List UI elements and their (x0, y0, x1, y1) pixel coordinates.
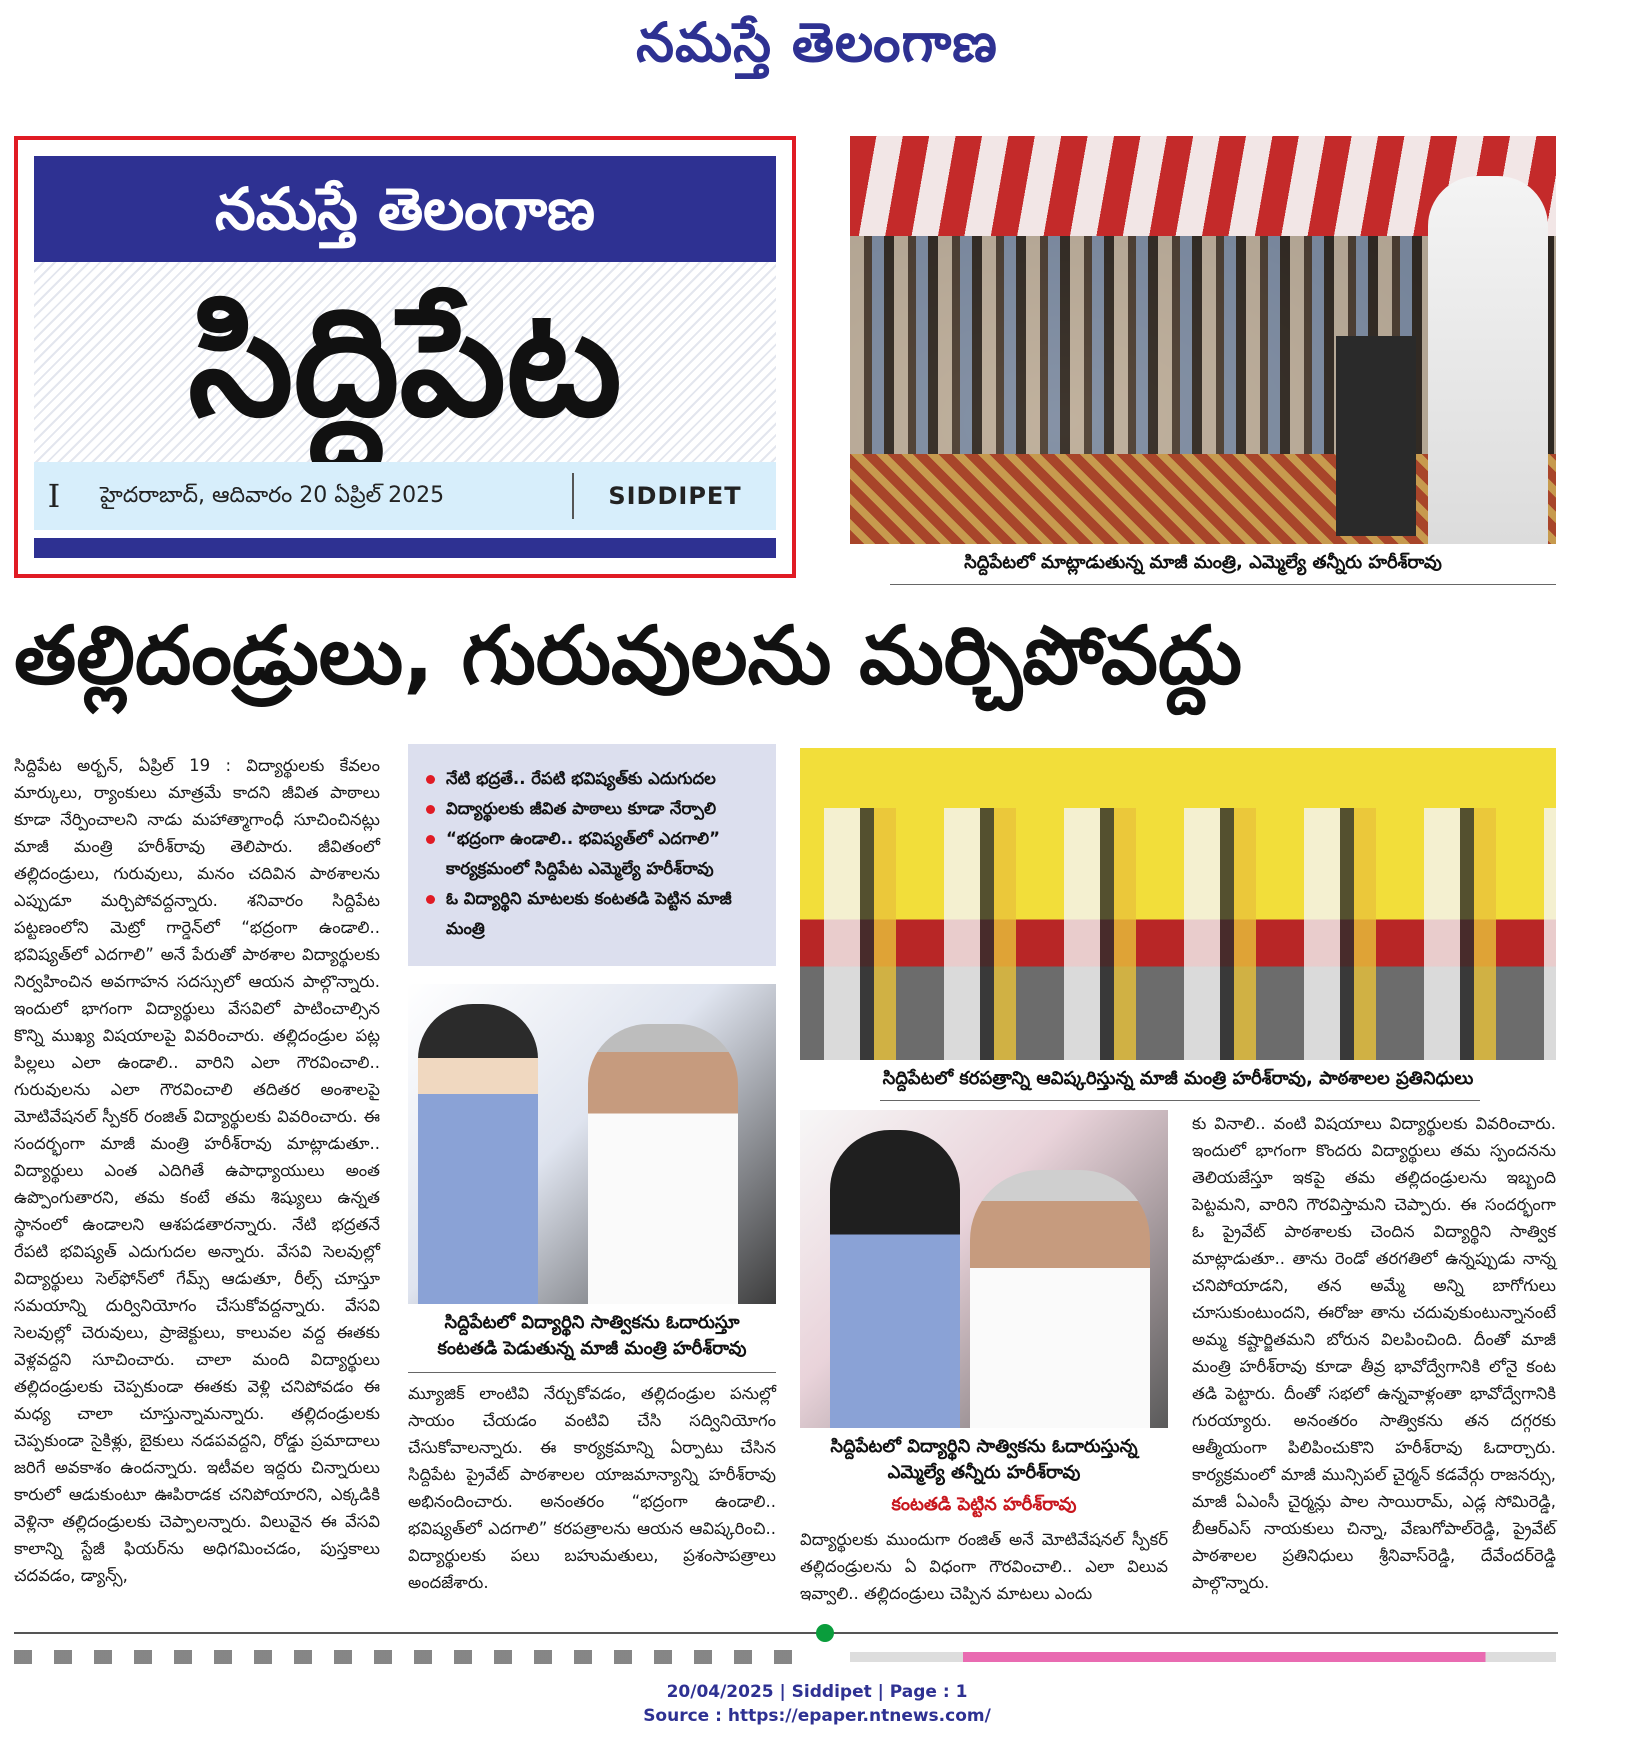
next-story-photo-strip (850, 1652, 1556, 1662)
photo-pamphlet-launch (800, 748, 1556, 1060)
next-story-headline-strip (14, 1650, 814, 1664)
highlight-item: “భద్రంగా ఉండాలి.. భవిష్యత్‌లో ఎదగాలి” కార్యక్రమంలో సిద్దిపేట ఎమ్మెల్యే హరీశ్‌రావు (424, 824, 760, 884)
highlights-box (408, 744, 776, 966)
edition-section-number: I (47, 477, 61, 515)
photo-consoling-2 (800, 1110, 1168, 1428)
article-column-1: సిద్దిపేట అర్బన్, ఏప్రిల్ 19 : విద్యార్థులకు కేవలం మార్కులు, ర్యాంకులు మాత్రమే కాదని జీవిత పాఠాలు కూడా నేర్పించాలని నాడు మహాత్మాగాంధీ సూచించినట్లు మాజీ మంత్రి హరీశ్‌రావు తెలిపారు. జీవితంలో తల్లిదండ్రులు, గురువులు, మనం చదివిన పాఠశాలను ఎప్పుడూ మర్చిపోవద్దన్నారు. శనివారం సిద్దిపేట పట్టణంలోని మెట్రో గార్డెన్‌లో “భద్రంగా ఉండాలి.. భవిష్యత్‌లో ఎదగాలి” అనే పేరుతో పాఠశాల విద్యార్థులకు నిర్వహించిన అవగాహన సదస్సులో ఆయన పాల్గొన్నారు. ఇందులో భాగంగా విద్యార్థులు వేసవిలో పాటించాల్సిన కొన్ని ముఖ్య విషయాలపై వివరించారు. తల్లిదండ్రుల పట్ల పిల్లలు ఎలా ఉండాలి.. వారిని ఎలా గౌరవించాలి.. గురువులను ఎలా గౌరవించాలి తదితర అంశాలపై మోటివేషనల్ స్పీకర్ రంజిత్ విద్యార్థులకు వివరించారు. ఈ సందర్భంగా మాజీ మంత్రి హరీశ్‌రావు మాట్లాడుతూ.. విద్యార్థులు ఎంత ఎదిగితే ఉపాధ్యాయులు అంత ఉప్పొంగుతారని, తమ కంటే తమ శిష్యులు ఉన్నత స్థానంలో ఉండాలని ఆశపడతారన్నారు. నేటి భద్రతనే రేపటి భవిష్యత్ ఎదుగుదల అన్నారు. వేసవి సెలవుల్లో విద్యార్థులు సెల్‌ఫోన్‌లో గేమ్స్ ఆడుతూ, రీల్స్ చూస్తూ సమయాన్ని దుర్వినియోగం చేసుకోవద్దన్నారు. వేసవి సెలవుల్లో చెరువులు, ప్రాజెక్టులు, కాలువల వద్ద ఈతకు వెళ్లవద్దని సూచించారు. చాలా మంది విద్యార్థులు తల్లిదండ్రులకు చెప్పకుండా ఈతకు వెళ్లి చనిపోవడం ఈ మధ్య చాలా చూస్తున్నామన్నారు. తల్లిదండ్రులకు చెప్పకుండా సైకిళ్లు, బైకులు నడపవద్దని, రోడ్డు ప్రమాదాలు జరిగే అవకాశం ఉందన్నారు. ఇటీవల ఇద్దరు చిన్నారులు కారులో ఆడుకుంటూ ఊపిరాడక చనిపోయారని, ఎక్కడికి వెళ్లినా తల్లిదండ్రులకు చెప్పాలన్నారు. విలువైన ఈ వేసవి కాలాన్ని స్టేజీ ఫియర్‌ను అధిగమించడం, పుస్తకాలు చదవడం, డ్యాన్స్, (14, 756, 380, 1585)
photo-student-girl (830, 1130, 960, 1428)
bottom-divider-dot (816, 1624, 834, 1642)
bottom-divider (14, 1632, 1558, 1634)
photo-minister (588, 1024, 738, 1304)
footer-source-link[interactable]: Source : https://epaper.ntnews.com/ (643, 1706, 991, 1726)
edition-name: సిద్దిపేట (188, 276, 622, 450)
article-column-3: విద్యార్థులకు ముందుగా రంజిత్ అనే మోటివేషనల్ స్పీకర్ తల్లిదండ్రులను ఏ విధంగా గౌరవించాలి.. ఎలా విలువ ఇవ్వాలి.. తల్లిదండ్రులు చెప్పిన మాటలు ఎందు (800, 1530, 1168, 1603)
highlight-item: ఓ విద్యార్థిని మాటలకు కంటతడి పెట్టిన మాజీ మంత్రి (424, 884, 760, 944)
article-column-4: కు వినాలి.. వంటి విషయాలు విద్యార్థులకు వివరించారు. ఇందులో భాగంగా కొందరు విద్యార్థులు తమ స్పందనను తెలియజేస్తూ ఇకపై తమ తల్లిదండ్రులను ఇబ్బంది పెట్టమని, వారిని గౌరవిస్తామని చెప్పారు. ఈ సందర్భంగా ఓ ప్రైవేట్ పాఠశాలకు చెందిన విద్యార్థిని సాత్విక మాట్లాడుతూ.. తాను రెండో తరగతిలో ఉన్నప్పుడు నాన్న చనిపోయాడని, తన అమ్మే అన్ని బాగోగులు చూసుకుంటుందని, ఈరోజు తాను చదువుకుంటున్నానంటే అమ్మ కష్టార్జితమని బోరున విలపించింది. దీంతో మాజీ మంత్రి హరీశ్‌రావు కూడా తీవ్ర భావోద్వేగానికి లోనై కంట తడి పెట్టారు. దీంతో సభలో ఉన్నవాళ్లంతా భావోద్వేగానికి గురయ్యారు. అనంతరం సాత్వికను తన దగ్గరకు ఆత్మీయంగా పిలిపించుకొని హరీశ్‌రావు ఓదార్చారు. కార్యక్రమంలో మాజీ మున్సిపల్ చైర్మన్ కడవేర్గు రాజనర్సు, మాజీ ఏఎంసీ చైర్మన్లు పాల సాయిరామ్, ఎడ్ల సోమిరెడ్డి, బీఆర్‌ఎస్ నాయకులు చిన్నా, వేణుగోపాల్‌రెడ్డి, ప్రైవేట్ పాఠశాలల ప్రతినిధులు శ్రీనివాస్‌రెడ్డి, దేవేందర్‌రెడ్డి పాల్గొన్నారు. (1192, 1114, 1556, 1592)
photo-consoling-1-caption-line2: కంటతడి పెడుతున్న మాజీ మంత్రి హరీశ్‌రావు (437, 1338, 747, 1359)
caption-rule (408, 1372, 776, 1373)
photo-speech-caption: సిద్దిపేటలో మాట్లాడుతున్న మాజీ మంత్రి, ఎమ్మెల్యే తన్నీరు హరీశ్‌రావు (964, 552, 1442, 573)
edition-banner: నమస్తే తెలంగాణ (34, 156, 776, 262)
caption-rule (890, 584, 1556, 585)
photo-podium (1336, 336, 1416, 536)
highlight-item: నేటి భద్రతే.. రేపటి భవిష్యత్‌కు ఎదుగుదల (424, 764, 760, 794)
highlights-list (424, 764, 760, 944)
photo-consoling-1 (408, 984, 776, 1304)
photo-minister (970, 1170, 1150, 1428)
photo-consoling-2-caption-line1: సిద్దిపేటలో విద్యార్థిని సాత్వికను ఓదారుస్తున్న (830, 1436, 1138, 1457)
footer-page-info: 20/04/2025 | Siddipet | Page : 1 (666, 1682, 968, 1702)
photo-student-girl (418, 1004, 538, 1304)
photo-speech (850, 136, 1556, 544)
masthead-logo: నమస్తే తెలంగాణ (636, 10, 998, 74)
photo-consoling-1-caption-line1: సిద్దిపేటలో విద్యార్థిని సాత్వికను ఓదారుస్తూ (444, 1312, 740, 1333)
photo-consoling-2-caption-line2: ఎమ్మెల్యే తన్నీరు హరీశ్‌రావు (887, 1462, 1081, 1483)
caption-rule (880, 1100, 1480, 1101)
article-column-2: మ్యూజిక్ లాంటివి నేర్చుకోవడం, తల్లిదండ్రుల పనుల్లో సాయం చేయడం వంటివి చేసి సద్వినియోగం చేసుకోవాలన్నారు. ఈ కార్యక్రమాన్ని ఏర్పాటు చేసిన సిద్దిపేట ప్రైవేట్ పాఠశాలల యాజమాన్యాన్ని హరీశ్‌రావు అభినందించారు. అనంతరం “భద్రంగా ఉండాలి.. భవిష్యత్‌లో ఎదగాలి” కరపత్రాలను ఆయన ఆవిష్కరించి.. విద్యార్థులకు పలు బహుమతులు, ప్రశంసాపత్రాలు అందజేశారు. (408, 1384, 776, 1592)
photo-group-people (800, 808, 1556, 1060)
edition-strip (34, 462, 776, 530)
photo-consoling-2-subcaption: కంటతడి పెట్టిన హరీశ్‌రావు (891, 1494, 1077, 1515)
edition-dateline: హైదరాబాద్, ఆదివారం 20 ఏప్రిల్ 2025 (74, 473, 574, 519)
highlight-item: విద్యార్థులకు జీవిత పాఠాలు కూడా నేర్పాలి (424, 794, 760, 824)
edition-code: SIDDIPET (608, 482, 742, 510)
headline: తల్లిదండ్రులు, గురువులను మర్చిపోవద్దు (14, 609, 1243, 702)
photo-speaker (1428, 176, 1548, 544)
photo-pamphlet-caption: సిద్దిపేటలో కరపత్రాన్ని ఆవిష్కరిస్తున్న మాజీ మంత్రి హరీశ్‌రావు, పాఠశాలల ప్రతినిధులు (882, 1068, 1474, 1089)
edition-bottom-bar (34, 538, 776, 558)
edition-box (14, 136, 796, 578)
